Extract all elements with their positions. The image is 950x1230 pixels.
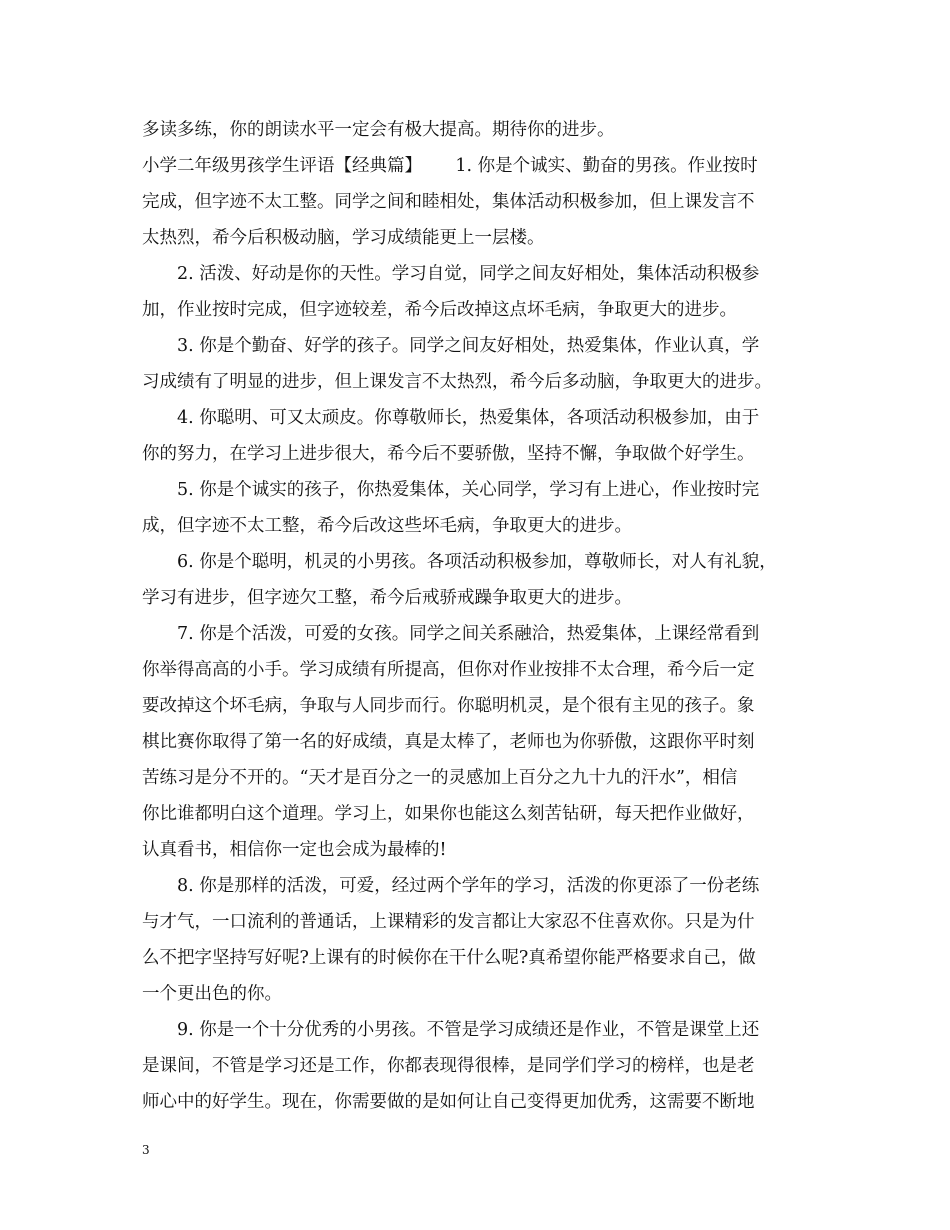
text-line: 么不把字坚持写好呢?上课有的时候你在干什么呢?真希望你能严格要求自己，做 [142,948,756,968]
text-line: 4. 你聪明、可又太顽皮。你尊敬师长，热爱集体，各项活动积极参加，由于 [177,408,760,428]
text-line: 2. 活泼、好动是你的天性。学习自觉，同学之间友好相处，集体活动积极参 [177,264,760,284]
text-line: 加，作业按时完成，但字迹较差，希今后改掉这点坏毛病，争取更大的进步。 [142,300,737,320]
text-line: 完成，但字迹不太工整。同学之间和睦相处，集体活动积极参加，但上课发言不 [142,192,755,212]
text-line: 你举得高高的小手。学习成绩有所提高，但你对作业按排不太合理，希今后一定 [142,660,755,680]
text-line: 一个更出色的你。 [142,984,282,1004]
page-number: 3 [142,1143,150,1157]
text-line: 师心中的好学生。现在，你需要做的是如何让自己变得更加优秀，这需要不断地 [142,1092,755,1112]
text-line: 习成绩有了明显的进步，但上课发言不太热烈，希今后多动脑，争取更大的进步。 [142,372,772,392]
text-line: 棋比赛你取得了第一名的好成绩，真是太棒了，老师也为你骄傲，这跟你平时刻 [142,732,755,752]
text-line: 成，但字迹不太工整，希今后改这些坏毛病，争取更大的进步。 [142,516,632,536]
text-line: 是课间，不管是学习还是工作，你都表现得很棒，是同学们学习的榜样，也是老 [142,1056,755,1076]
text-line: 6. 你是个聪明，机灵的小男孩。各项活动积极参加，尊敬师长，对人有礼貌， [177,552,777,572]
text-line: 8. 你是那样的活泼，可爱，经过两个学年的学习，活泼的你更添了一份老练 [177,876,760,896]
text-line: 7. 你是个活泼，可爱的女孩。同学之间关系融洽，热爱集体，上课经常看到 [177,624,760,644]
text-line: 要改掉这个坏毛病，争取与人同步而行。你聪明机灵，是个很有主见的孩子。象 [142,696,755,716]
text-line: 小学二年级男孩学生评语【经典篇】 1. 你是个诚实、勤奋的男孩。作业按时 [142,156,758,176]
text-line: 太热烈，希今后积极动脑，学习成绩能更上一层楼。 [142,228,545,248]
text-line: 认真看书，相信你一定也会成为最棒的! [142,840,447,860]
text-line: 学习有进步，但字迹欠工整，希今后戒骄戒躁争取更大的进步。 [142,588,632,608]
text-line: 多读多练，你的朗读水平一定会有极大提高。期待你的进步。 [142,120,615,140]
text-line: 苦练习是分不开的。“天才是百分之一的灵感加上百分之九十九的汗水”，相信 [142,768,738,788]
text-line: 你的努力，在学习上进步很大，希今后不要骄傲，坚持不懈，争取做个好学生。 [142,444,755,464]
text-line: 5. 你是个诚实的孩子，你热爱集体，关心同学，学习有上进心，作业按时完 [177,480,760,500]
text-line: 3. 你是个勤奋、好学的孩子。同学之间友好相处，热爱集体，作业认真，学 [177,336,760,356]
text-line: 9. 你是一个十分优秀的小男孩。不管是学习成绩还是作业，不管是课堂上还 [177,1020,760,1040]
text-line: 与才气，一口流利的普通话，上课精彩的发言都让大家忍不住喜欢你。只是为什 [142,912,755,932]
text-line: 你比谁都明白这个道理。学习上，如果你也能这么刻苦钻研，每天把作业做好， [142,804,755,824]
